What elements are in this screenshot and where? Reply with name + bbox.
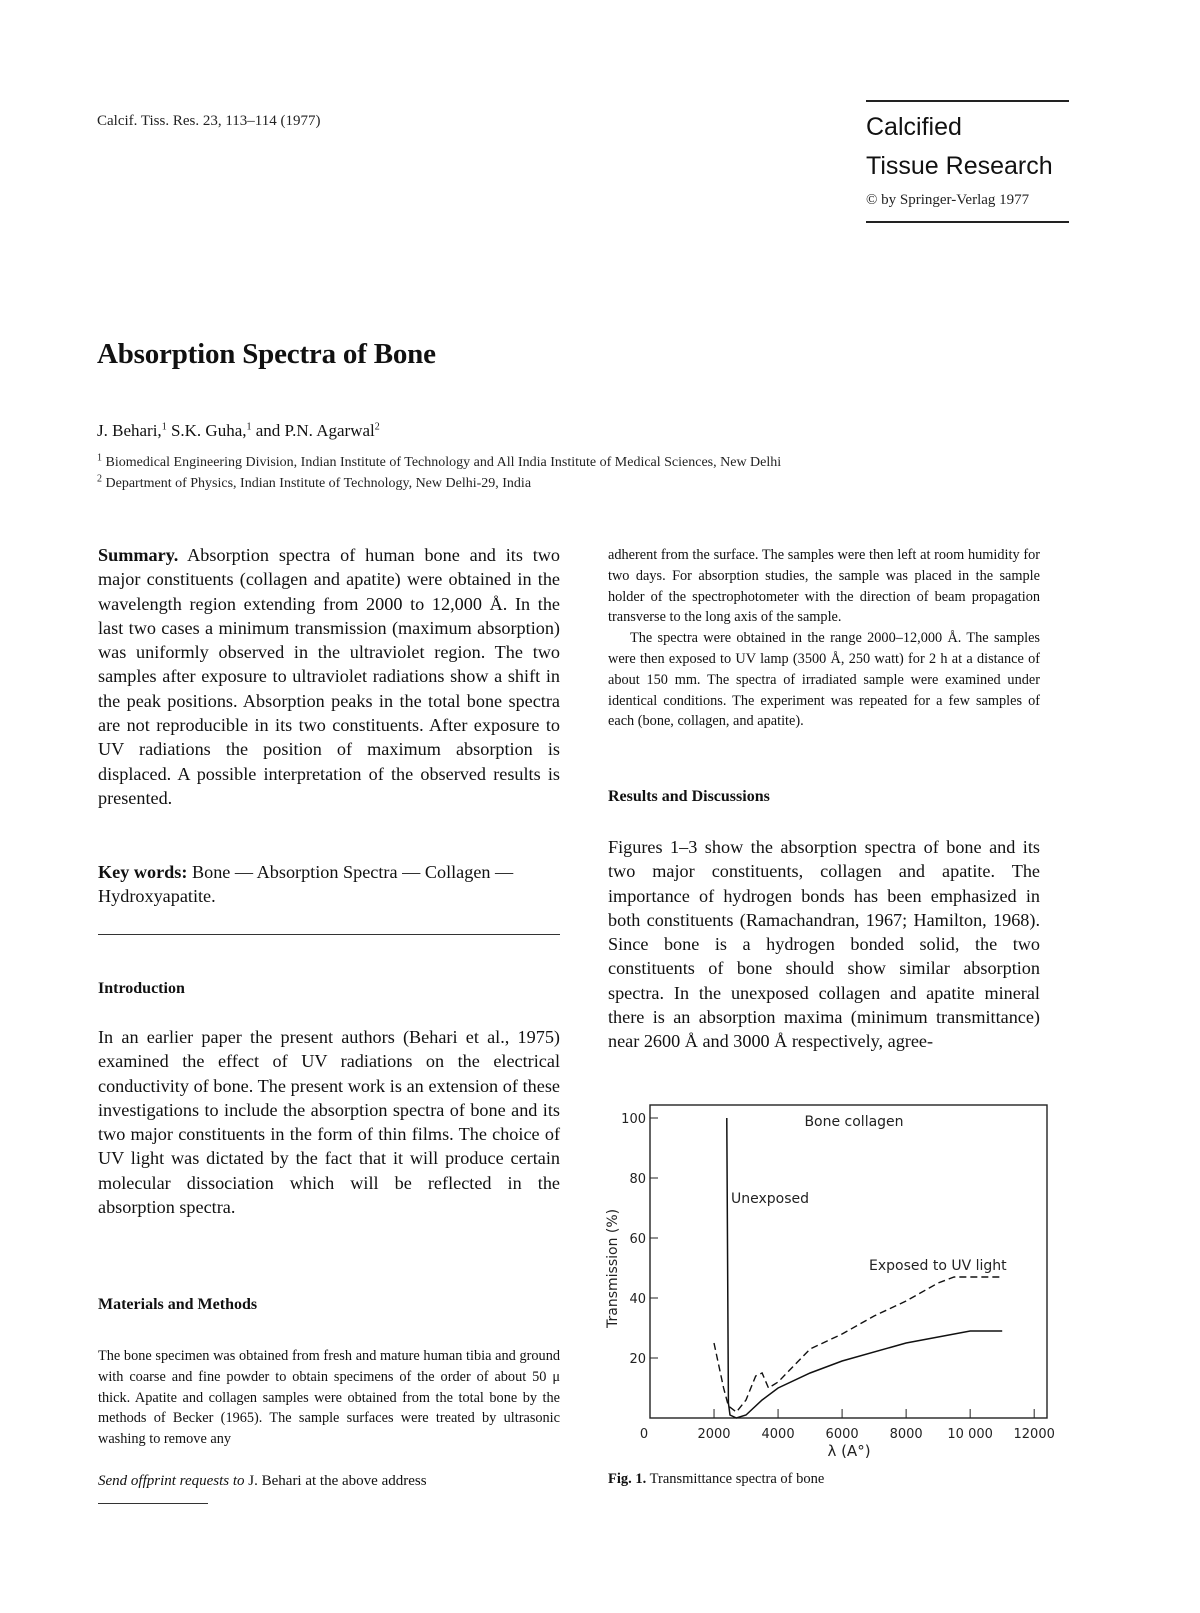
journal-citation: Calcif. Tiss. Res. 23, 113–114 (1977)	[97, 113, 321, 129]
introduction-paragraph	[98, 1025, 560, 1219]
introduction-heading: Introduction	[98, 980, 185, 997]
x-axis-ticks	[640, 1409, 1055, 1442]
svg-text:40: 40	[629, 1292, 646, 1307]
y-axis-ticks	[621, 1112, 658, 1367]
svg-text:0: 0	[639, 1427, 649, 1442]
methods-text-2: The spectra were obtained in the range 2000–12,000 Å. The samples were then exposed to UV lamp (3500 Å, 250 watt) for 2 h at a distance of about 150 mm. The spectra of irradiated sample were examined under identical conditions. The experiment was repeated for a few samples of each (bone, collagen, and apatite).	[608, 630, 1040, 730]
footnote-italic: Send offprint requests to	[98, 1473, 245, 1489]
exposed-curve	[714, 1277, 1002, 1412]
methods-text-continued: adherent from the surface. The samples were then left at room humidity for two days. For absorption studies, the sample was placed in the sample holder of the spectrophotometer with the direction of beam propagation transverse to the long axis of the sample.	[608, 547, 1040, 626]
affiliation-number: 2	[97, 473, 102, 485]
results-heading: Results and Discussions	[608, 788, 770, 805]
methods-paragraph-1-left	[98, 1346, 560, 1450]
keywords-text: Bone — Absorption Spectra — Collagen — Hydroxyapatite.	[98, 862, 514, 907]
x-axis-label: λ (A°)	[827, 1442, 871, 1460]
introduction-text: In an earlier paper the present authors (Behari et al., 1975) examined the effect of UV radiations on the electrical conductivity of bone. The present work is an extension of these investigations to include the absorption spectra of bone and its two major constituents in the form of thin films. The choice of UV light was dictated by the fact that it will produce certain molecular dissociation which will be reflected in the absorption spectra.	[98, 1027, 560, 1218]
keywords-label: Key words:	[98, 862, 188, 882]
author-name: and P.N. Agarwal	[255, 421, 375, 440]
svg-text:10 000: 10 000	[947, 1427, 993, 1442]
affiliation-number: 1	[97, 452, 102, 464]
summary-paragraph	[98, 543, 560, 810]
author-name: S.K. Guha,	[170, 421, 247, 440]
svg-text:2000: 2000	[697, 1427, 731, 1442]
masthead-bottom-rule	[866, 221, 1069, 223]
svg-text:6000: 6000	[825, 1427, 859, 1442]
exposed-annotation: Exposed to UV light	[869, 1258, 1007, 1274]
section-divider	[98, 934, 560, 935]
svg-text:20: 20	[629, 1352, 646, 1367]
figure-1-chart	[595, 1090, 1065, 1470]
svg-text:100: 100	[621, 1112, 646, 1127]
y-axis-label: Transmission (%)	[605, 1208, 621, 1328]
summary-text: Absorption spectra of human bone and its two major constituents (collagen and apatite) were obtained in the wavelength region extending from 2000 to 12,000 Å. In the last two cases a minimum transmission (maximum absorption) was uniformly observed in the ultraviolet region. The two samples after exposure to ultraviolet radiations show a shift in the peak positions. Absorption peaks in the total bone spectra are not reproducible in its two constituents. After exposure to UV radiations the position of maximum absorption is displaced. A possible interpretation of the observed results is presented.	[98, 545, 560, 808]
svg-text:8000: 8000	[889, 1427, 923, 1442]
svg-text:80: 80	[629, 1172, 646, 1187]
figure-caption-text: Transmittance spectra of bone	[649, 1471, 825, 1487]
results-text: Figures 1–3 show the absorption spectra of bone and its two major constituents, collagen and apatite. The importance of hydrogen bonds has been emphasized in both constituents (Ramachandran, 1967; Hamilton, 1968). Since bone is a hydrogen bonded solid, the two constituents of bone should show similar absorption spectra. In the unexposed collagen and apatite mineral there is an absorption maxima (minimum transmittance) near 2600 Å and 3000 Å respectively, agree-	[608, 837, 1040, 1052]
affiliation-text: Biomedical Engineering Division, Indian Institute of Technology and All India Institute of Medical Sciences, New Delhi	[105, 455, 782, 470]
affiliation-1	[97, 452, 782, 471]
author-name: J. Behari,	[97, 421, 162, 440]
affiliation-text: Department of Physics, Indian Institute of Technology, New Delhi-29, India	[105, 476, 532, 491]
journal-name-line1: Calcified	[866, 113, 962, 141]
keywords-paragraph	[98, 860, 560, 909]
author-affiliation-marker: 1	[246, 421, 252, 433]
journal-name-line2: Tissue Research	[866, 152, 1053, 180]
figure-caption-label: Fig. 1.	[608, 1471, 647, 1487]
summary-label: Summary.	[98, 545, 179, 565]
methods-heading: Materials and Methods	[98, 1296, 258, 1313]
author-list	[97, 421, 380, 441]
affiliation-2	[97, 473, 532, 492]
author-affiliation-marker: 1	[161, 421, 167, 433]
svg-text:4000: 4000	[761, 1427, 795, 1442]
masthead-top-rule	[866, 100, 1069, 102]
footnote	[98, 1471, 427, 1492]
chart-title-annotation: Bone collagen	[804, 1114, 904, 1130]
footnote-rule	[98, 1503, 208, 1504]
methods-paragraph-1-right	[608, 545, 1040, 732]
transmittance-plot	[595, 1090, 1065, 1470]
unexposed-annotation: Unexposed	[731, 1191, 810, 1207]
methods-text: The bone specimen was obtained from fresh and mature human tibia and ground with coarse and fine powder to obtain specimens of the order of about 50 μ thick. Apatite and collagen samples were obtained from the total bone by the methods of Becker (1965). The sample surfaces were treated by ultrasonic washing to remove any	[98, 1348, 560, 1448]
copyright-notice: © by Springer-Verlag 1977	[866, 192, 1030, 208]
figure-caption	[608, 1471, 824, 1488]
footnote-text: J. Behari at the above address	[248, 1473, 427, 1489]
svg-text:12000: 12000	[1013, 1427, 1055, 1442]
article-title: Absorption Spectra of Bone	[97, 338, 436, 370]
journal-masthead	[866, 100, 1069, 223]
svg-text:60: 60	[629, 1232, 646, 1247]
author-affiliation-marker: 2	[374, 421, 380, 433]
results-paragraph	[608, 835, 1040, 1054]
